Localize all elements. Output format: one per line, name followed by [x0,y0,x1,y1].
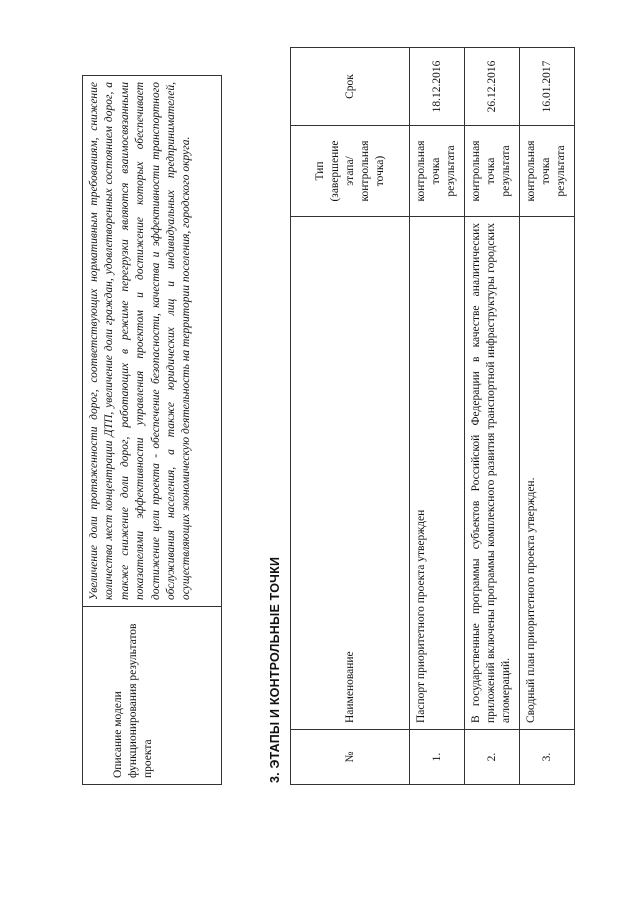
header-num: № [291,730,410,785]
row-type: контрольная точка результата [410,126,465,217]
row-num: 2. [465,730,520,785]
row-type: контрольная точка результата [465,126,520,217]
model-description-row [83,76,222,785]
table-row [465,48,520,785]
header-type: Тип (завершение этапа/контрольная точка) [291,126,410,217]
row-date: 16.01.2017 [520,48,575,126]
row-type: контрольная точка результата [520,126,575,217]
stages-header-row [291,48,410,785]
row-name: Сводный план приоритетного проекта утвержден. [520,217,575,730]
header-date: Срок [291,48,410,126]
section-title: 3. ЭТАПЫ И КОНТРОЛЬНЫЕ ТОЧКИ [268,556,282,783]
header-name: Наименование [291,217,410,730]
row-name: Паспорт приоритетного проекта утвержден [410,217,465,730]
table-row [520,48,575,785]
row-date: 26.12.2016 [465,48,520,126]
row-date: 18.12.2016 [410,48,465,126]
model-description-label: Описание модели функционирования результатов проекта [83,607,222,785]
row-name: В государственные программы субъектов Российской Федерации в качестве аналитических приложений включены программы комплексного развития транспортной инфраструктуры городских агломераций. [465,217,520,730]
table-row [410,48,465,785]
row-num: 3. [520,730,575,785]
model-description-text: Увеличение доли протяженности дорог, соответствующих нормативным требованиям, снижение количества мест концентрации ДТП, увеличение доли граждан, удовлетворенных состоянием дорог, а также снижение доли дорог, работающих в режиме перегрузки являются взаимосвязанными показателями эффективности управления проектом и достижение которых обеспечивает достижение цели проекта - обеспечение безопасности, качества и эффективности транспортного обслуживания населения, а также юридических лиц и индивидуальных предпринимателей, осуществляющих экономическую деятельность на территории поселения, городского округа. [83,76,222,607]
row-num: 1. [410,730,465,785]
model-description-table [82,75,222,785]
stages-table [290,47,575,785]
